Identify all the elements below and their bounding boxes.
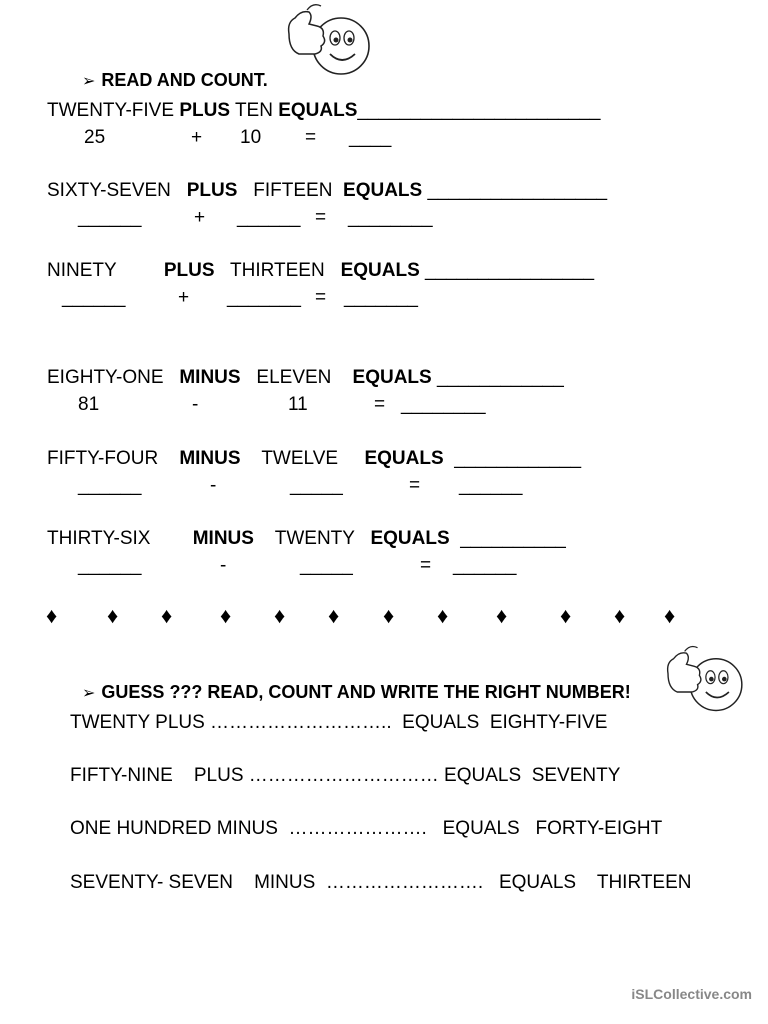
digit-blank-2: _____ (290, 475, 343, 496)
result-blank: ______ (459, 475, 523, 496)
equals-sign: = (409, 475, 421, 496)
thumbs-up-smiley-icon (662, 644, 746, 716)
word-problem-3: NINETY PLUS THIRTEEN EQUALS ________________ (47, 260, 595, 281)
section-heading-read-and-count: ➢ READ AND COUNT. (82, 70, 268, 90)
guess-item-1: TWENTY PLUS ……………………….. EQUALS EIGHTY-FIVE (70, 712, 608, 733)
diamond-icon: ♦ (560, 603, 572, 628)
equals-sign: = (315, 207, 327, 228)
digit-2: 11 (288, 394, 308, 415)
result-blank: ________ (348, 207, 433, 228)
answer-blank: ____________ (437, 367, 564, 388)
operator-4: - (192, 394, 199, 415)
word-problem-1: TWENTY-FIVE PLUS TEN EQUALS_______________________ (47, 100, 601, 121)
diamond-icon: ♦ (107, 603, 119, 628)
answer-blank: ____________ (454, 448, 582, 469)
answer-blank: __________ (460, 528, 566, 549)
word-problem-2: SIXTY-SEVEN PLUS FIFTEEN EQUALS _________________ (47, 180, 608, 201)
guess-item-4: SEVENTY- SEVEN MINUS ……………………. EQUALS THIRTEEN (70, 872, 692, 893)
digit-blank-2: ______ (237, 207, 301, 228)
diamond-icon: ♦ (437, 603, 449, 628)
diamond-icon: ♦ (328, 603, 340, 628)
word-problem-6: THIRTY-SIX MINUS TWENTY EQUALS __________ (47, 528, 566, 549)
equals-sign: = (374, 394, 386, 415)
digit-blank-1: ______ (78, 207, 142, 228)
guess-item-2: FIFTY-NINE PLUS ………………………… EQUALS SEVENTY (70, 765, 621, 786)
operator-6: - (220, 555, 227, 576)
diamond-icon: ♦ (161, 603, 173, 628)
footer-watermark: iSLCollective.com (631, 986, 752, 1002)
result-blank: ____ (349, 127, 392, 148)
digit-blank-1: ______ (78, 555, 142, 576)
operator-5: - (210, 475, 217, 496)
diamond-icon: ♦ (614, 603, 626, 628)
result-blank: _______ (344, 287, 418, 308)
diamond-icon: ♦ (220, 603, 232, 628)
guess-item-3: ONE HUNDRED MINUS …………………. EQUALS FORTY-EIGHT (70, 818, 663, 839)
equals-sign: = (315, 287, 327, 308)
diamond-icon: ♦ (383, 603, 395, 628)
digit-blank-1: ______ (62, 287, 126, 308)
word-problem-4: EIGHTY-ONE MINUS ELEVEN EQUALS ____________ (47, 367, 564, 388)
word-problem-5: FIFTY-FOUR MINUS TWELVE EQUALS ____________ (47, 448, 582, 469)
digit-blank-2: _____ (300, 555, 353, 576)
operator-2: + (194, 207, 206, 228)
digit-1: 81 (78, 394, 100, 415)
thumbs-up-smiley-icon (283, 2, 373, 80)
arrow-bullet-icon: ➢ (82, 685, 96, 702)
answer-blank: _______________________ (357, 100, 601, 121)
result-blank: ______ (453, 555, 517, 576)
answer-blank: ________________ (425, 260, 595, 281)
diamond-icon: ♦ (46, 603, 58, 628)
operator-3: + (178, 287, 190, 308)
diamond-icon: ♦ (274, 603, 286, 628)
diamond-icon: ♦ (664, 603, 676, 628)
digit-1: 25 (84, 127, 106, 148)
section-heading-guess: ➢ GUESS ??? READ, COUNT AND WRITE THE RIGHT NUMBER! (82, 682, 631, 702)
equals-sign: = (420, 555, 432, 576)
digit-blank-2: _______ (227, 287, 301, 308)
diamond-icon: ♦ (496, 603, 508, 628)
digit-2: 10 (240, 127, 262, 148)
digit-blank-1: ______ (78, 475, 142, 496)
answer-blank: _________________ (427, 180, 608, 201)
arrow-bullet-icon: ➢ (82, 73, 96, 90)
operator-1: + (191, 127, 203, 148)
result-blank: ________ (401, 394, 486, 415)
equals-sign: = (305, 127, 317, 148)
